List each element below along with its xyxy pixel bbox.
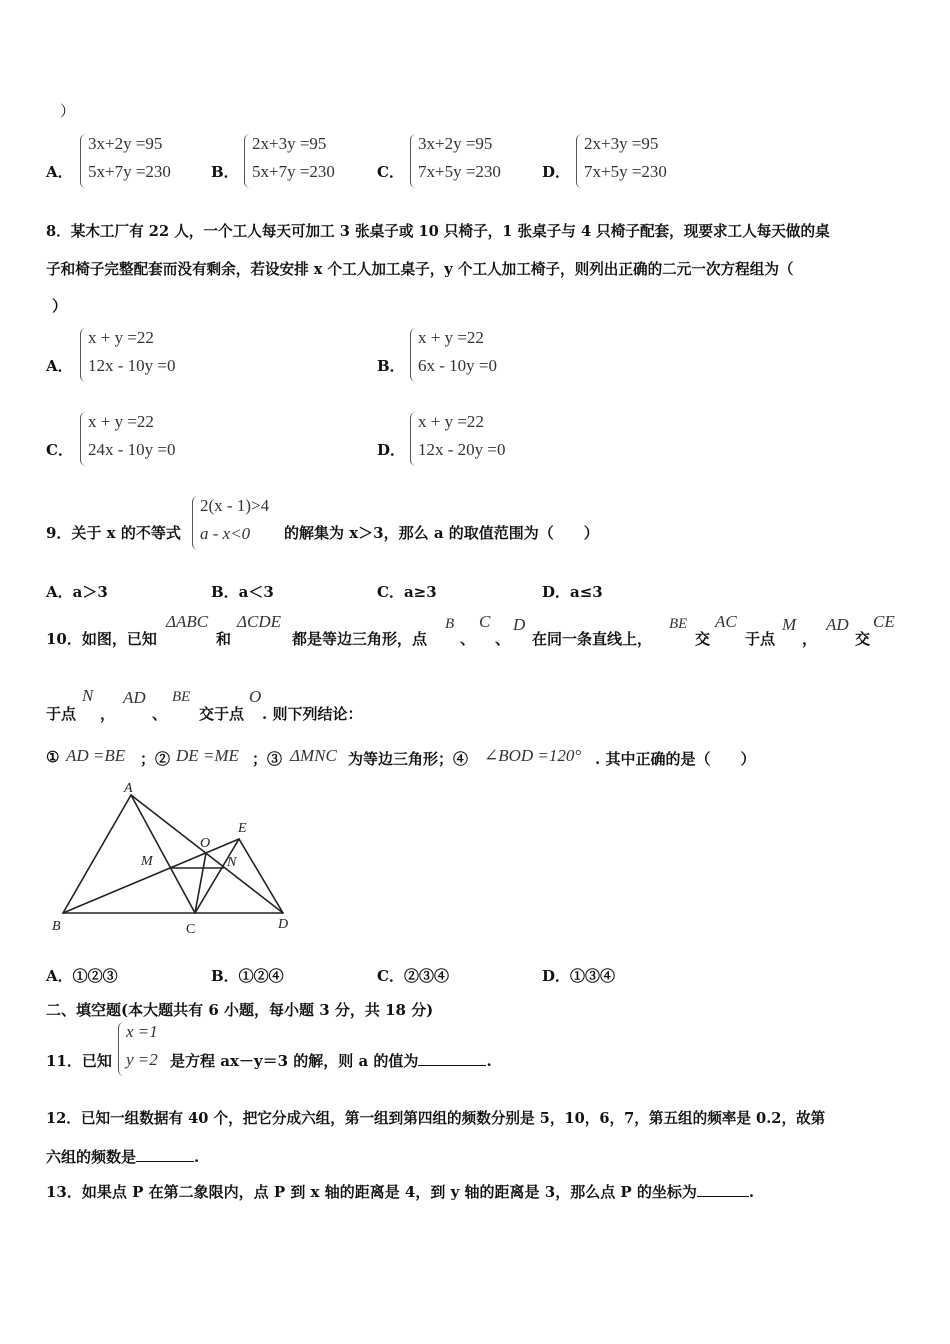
equation-line: x + y =22 xyxy=(418,412,484,431)
label-e: E xyxy=(238,821,247,836)
brace-icon xyxy=(244,134,251,188)
q10-question-end: . 其中正确的是（ ） xyxy=(595,750,756,768)
equation-line: 7x+5y =230 xyxy=(418,162,501,181)
solution-line: y =2 xyxy=(126,1050,158,1069)
q7-option-c-label[interactable]: C． xyxy=(377,163,404,181)
label-o: O xyxy=(200,836,211,851)
equation-line: 6x - 10y =0 xyxy=(418,356,497,375)
q10-segment-ad: AD xyxy=(123,688,146,707)
q8-option-d-label[interactable]: D． xyxy=(377,441,406,459)
q10-statement-4: ∠BOD =120° xyxy=(484,746,582,765)
equation-line: 2x+3y =95 xyxy=(252,134,327,153)
q10-sep: 、 xyxy=(460,630,476,648)
q10-point-n: N xyxy=(82,686,94,705)
solution-line: x =1 xyxy=(126,1022,158,1041)
q8-option-a-label[interactable]: A． xyxy=(46,357,73,375)
q13-end: . xyxy=(748,1183,755,1201)
equation-line: 3x+2y =95 xyxy=(88,134,163,153)
q10-sep: 、 xyxy=(152,705,168,723)
equation-line: 5x+7y =230 xyxy=(88,162,171,181)
q10-point-d: D xyxy=(513,615,526,634)
q10-triangle-abc: ΔABC xyxy=(166,612,209,631)
q8-option-b-label[interactable]: B． xyxy=(377,357,405,375)
label-n: N xyxy=(227,855,237,870)
q10-statement-3: ΔMNC xyxy=(290,746,337,765)
q12-answer-blank[interactable] xyxy=(136,1147,194,1162)
q10-text-intersect: 交 xyxy=(855,630,871,648)
q11-end: . xyxy=(486,1052,492,1070)
q8-option-a-system xyxy=(80,328,200,382)
equation-line: 24x - 10y =0 xyxy=(88,440,176,459)
q11-text xyxy=(170,1050,492,1071)
q10-text-at-point: 于点 xyxy=(745,630,776,648)
equation-line: x + y =22 xyxy=(88,328,154,347)
q10-statement-1: AD =BE xyxy=(66,746,126,765)
brace-icon xyxy=(576,134,583,188)
q7-option-c-system xyxy=(410,134,528,188)
inequality-line: a - x<0 xyxy=(200,524,251,543)
label-d: D xyxy=(278,917,289,932)
q12-line-2: 六组的频数是 xyxy=(46,1148,137,1166)
q11-prefix: 11．已知 xyxy=(46,1052,112,1070)
q10-text-meet: 交于点 xyxy=(199,705,245,723)
brace-icon xyxy=(410,412,417,466)
edge-ed xyxy=(239,839,283,913)
q10-segment-ad: AD xyxy=(826,615,849,634)
q7-option-b-label[interactable]: B． xyxy=(211,163,239,181)
q10-text-conclusions: . 则下列结论： xyxy=(262,705,363,723)
q9-option-b[interactable]: B．a＜3 xyxy=(211,583,274,601)
edge-ab xyxy=(63,795,131,913)
q10-circle-1: ① xyxy=(46,748,60,766)
q10-triangle-cde: ΔCDE xyxy=(237,612,281,631)
brace-icon xyxy=(118,1022,125,1076)
q10-text-at-point: 于点 xyxy=(46,705,77,723)
q10-geometry-figure xyxy=(40,772,310,942)
q10-text-and: 和 xyxy=(216,630,232,648)
q7-option-b-system xyxy=(244,134,362,188)
q8-line-2: 子和椅子完整配套而没有剩余，若设安排 x 个工人加工桌子，y 个工人加工椅子，则列出正确的二元一次方程组为（ xyxy=(46,261,794,278)
q13-wrap xyxy=(46,1181,754,1202)
q8-option-c-label[interactable]: C． xyxy=(46,441,73,459)
q10-sep-2: ；② xyxy=(140,750,171,768)
q10-option-b[interactable]: B．①②④ xyxy=(211,967,284,985)
q12-line-2-wrap xyxy=(46,1146,199,1167)
equation-line: 5x+7y =230 xyxy=(252,162,335,181)
equation-line: 12x - 20y =0 xyxy=(418,440,506,459)
q8-line-1: 8．某木工厂有 22 人，一个工人每天可加工 3 张桌子或 10 只椅子，1 张桌子与 4 只椅子配套，现要求工人每天做的桌 xyxy=(46,223,830,240)
q9-inequality-system xyxy=(192,496,288,550)
brace-icon xyxy=(410,328,417,382)
q10-sep: 、 xyxy=(495,630,511,648)
q8-option-b-system xyxy=(410,328,530,382)
equation-line: x + y =22 xyxy=(418,328,484,347)
q7-option-d-label[interactable]: D． xyxy=(542,163,571,181)
q7-option-a-label[interactable]: A． xyxy=(46,163,73,181)
q10-text-intersect: 交 xyxy=(695,630,711,648)
q12-line-1: 12．已知一组数据有 40 个，把它分成六组，第一组到第四组的频数分别是 5，10，6，7，第五组的频率是 0.2，故第 xyxy=(46,1110,826,1127)
equation-line: 2x+3y =95 xyxy=(584,134,659,153)
q7-tail: ） xyxy=(60,102,76,120)
q10-segment-ac: AC xyxy=(715,612,737,631)
q10-point-c: C xyxy=(479,612,491,631)
q9-option-a[interactable]: A．a＞3 xyxy=(46,583,108,601)
q10-comma: ， xyxy=(100,705,116,723)
equation-line: 12x - 10y =0 xyxy=(88,356,176,375)
brace-icon xyxy=(80,328,87,382)
q10-point-o: O xyxy=(249,687,262,706)
q10-text-2: 在同一条直线上， xyxy=(532,630,653,648)
q10-statement-3-text: 为等边三角形；④ xyxy=(348,750,469,768)
q12-end: . xyxy=(194,1148,200,1166)
brace-icon xyxy=(80,412,87,466)
q11-answer-blank[interactable] xyxy=(418,1051,486,1066)
inequality-line: 2(x - 1)>4 xyxy=(200,496,270,515)
q10-option-d[interactable]: D．①③④ xyxy=(542,967,616,985)
q10-statement-2: DE =ME xyxy=(176,746,239,765)
equation-line: x + y =22 xyxy=(88,412,154,431)
q8-option-d-system xyxy=(410,412,530,466)
edge-ad xyxy=(131,795,283,913)
q10-comma: ， xyxy=(802,630,818,648)
q10-segment-be: BE xyxy=(172,689,191,705)
label-b: B xyxy=(52,919,61,934)
brace-icon xyxy=(410,134,417,188)
q9-suffix: 的解集为 x＞3，那么 a 的取值范围为（ ） xyxy=(284,524,599,542)
q8-option-c-system xyxy=(80,412,200,466)
q11-suffix: 是方程 ax－y＝3 的解，则 a 的值为 xyxy=(170,1052,419,1070)
label-a: A xyxy=(124,781,133,796)
label-m: M xyxy=(141,854,153,869)
q13-text: 13．如果点 P 在第二象限内，点 P 到 x 轴的距离是 4，到 y 轴的距离是 3，那么点 P 的坐标为 xyxy=(46,1183,697,1201)
edge-be xyxy=(63,839,239,913)
q8-line-3: ） xyxy=(52,297,68,315)
q9-option-d[interactable]: D．a≤3 xyxy=(542,583,603,601)
equation-line: 7x+5y =230 xyxy=(584,162,667,181)
q10-segment-ce: CE xyxy=(873,612,895,631)
section-title: 二、填空题(本大题共有 6 小题，每小题 3 分，共 18 分) xyxy=(46,1001,434,1019)
brace-icon xyxy=(192,496,199,550)
q10-sep-3: ；③ xyxy=(252,750,283,768)
q7-option-a-system xyxy=(80,134,198,188)
q10-option-a[interactable]: A．①②③ xyxy=(46,967,118,985)
q9-option-c[interactable]: C．a≥3 xyxy=(377,583,437,601)
q10-point-b: B xyxy=(445,616,455,632)
q7-option-d-system xyxy=(576,134,694,188)
q9-prefix: 9．关于 x 的不等式 xyxy=(46,524,181,542)
q10-segment-be: BE xyxy=(669,616,688,632)
label-c: C xyxy=(186,922,196,937)
brace-icon xyxy=(80,134,87,188)
q10-prefix: 10．如图，已知 xyxy=(46,630,157,648)
q10-text-1: 都是等边三角形，点 xyxy=(292,630,428,648)
q10-option-c[interactable]: C．②③④ xyxy=(377,967,449,985)
q11-solution-system xyxy=(118,1022,168,1076)
q13-answer-blank[interactable] xyxy=(697,1182,749,1197)
equation-line: 3x+2y =95 xyxy=(418,134,493,153)
q10-point-m: M xyxy=(782,615,797,634)
